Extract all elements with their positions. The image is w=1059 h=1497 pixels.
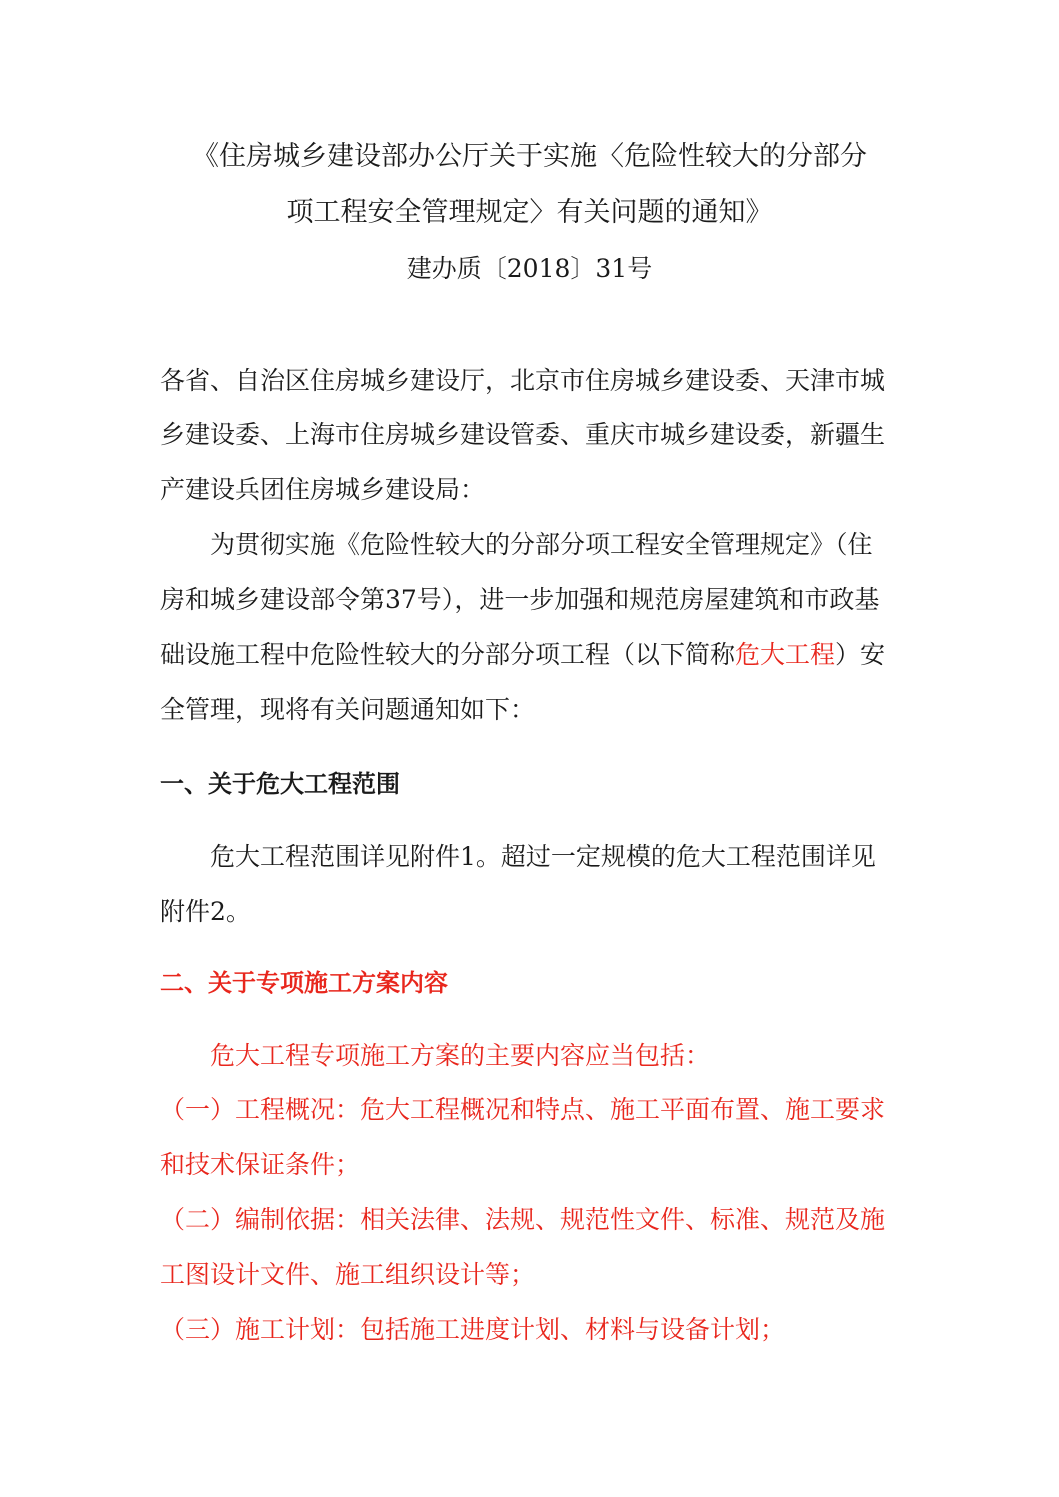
intro-line-3-text-b: ）安 (835, 640, 886, 669)
document-number: 建办质〔2018〕31号 (406, 254, 653, 283)
section-2-item-2-line-1: （二）编制依据：相关法律、法规、规范性文件、标准、规范及施 (160, 1205, 886, 1234)
section-1-heading: 一、关于危大工程范围 (160, 770, 400, 798)
section-2-intro: 危大工程专项施工方案的主要内容应当包括： (210, 1041, 711, 1070)
intro-line-4: 全管理，现将有关问题通知如下： (160, 695, 536, 724)
section-2-item-3-line-1: （三）施工计划：包括施工进度计划、材料与设备计划； (160, 1315, 786, 1344)
section-2-item-2-line-2: 工图设计文件、施工组织设计等； (160, 1260, 536, 1289)
section-1-line-1: 危大工程范围详见附件1。超过一定规模的危大工程范围详见 (210, 842, 876, 871)
addressee-line-2: 乡建设委、上海市住房城乡建设管委、重庆市城乡建设委，新疆生 (160, 420, 886, 449)
highlight-term: 危大工程 (735, 640, 836, 669)
addressee-line-1: 各省、自治区住房城乡建设厅，北京市住房城乡建设委、天津市城 (160, 366, 886, 395)
section-1-line-2: 附件2。 (160, 897, 251, 926)
intro-line-3 (160, 638, 885, 672)
addressee-line-3: 产建设兵团住房城乡建设局： (160, 475, 486, 504)
intro-line-2: 房和城乡建设部令第37号），进一步加强和规范房屋建筑和市政基 (160, 585, 880, 614)
section-2-heading: 二、关于专项施工方案内容 (160, 969, 448, 997)
document-title-line-1: 《住房城乡建设部办公厅关于实施〈危险性较大的分部分 (192, 141, 867, 172)
intro-line-3-text-a: 础设施工程中危险性较大的分部分项工程（以下简称 (160, 640, 736, 669)
section-2-item-1-line-2: 和技术保证条件； (160, 1150, 361, 1179)
intro-line-1: 为贯彻实施《危险性较大的分部分项工程安全管理规定》（住 (210, 530, 873, 559)
section-2-item-1-line-1: （一）工程概况：危大工程概况和特点、施工平面布置、施工要求 (160, 1095, 886, 1124)
document-title-line-2: 项工程安全管理规定〉有关问题的通知》 (286, 197, 773, 228)
